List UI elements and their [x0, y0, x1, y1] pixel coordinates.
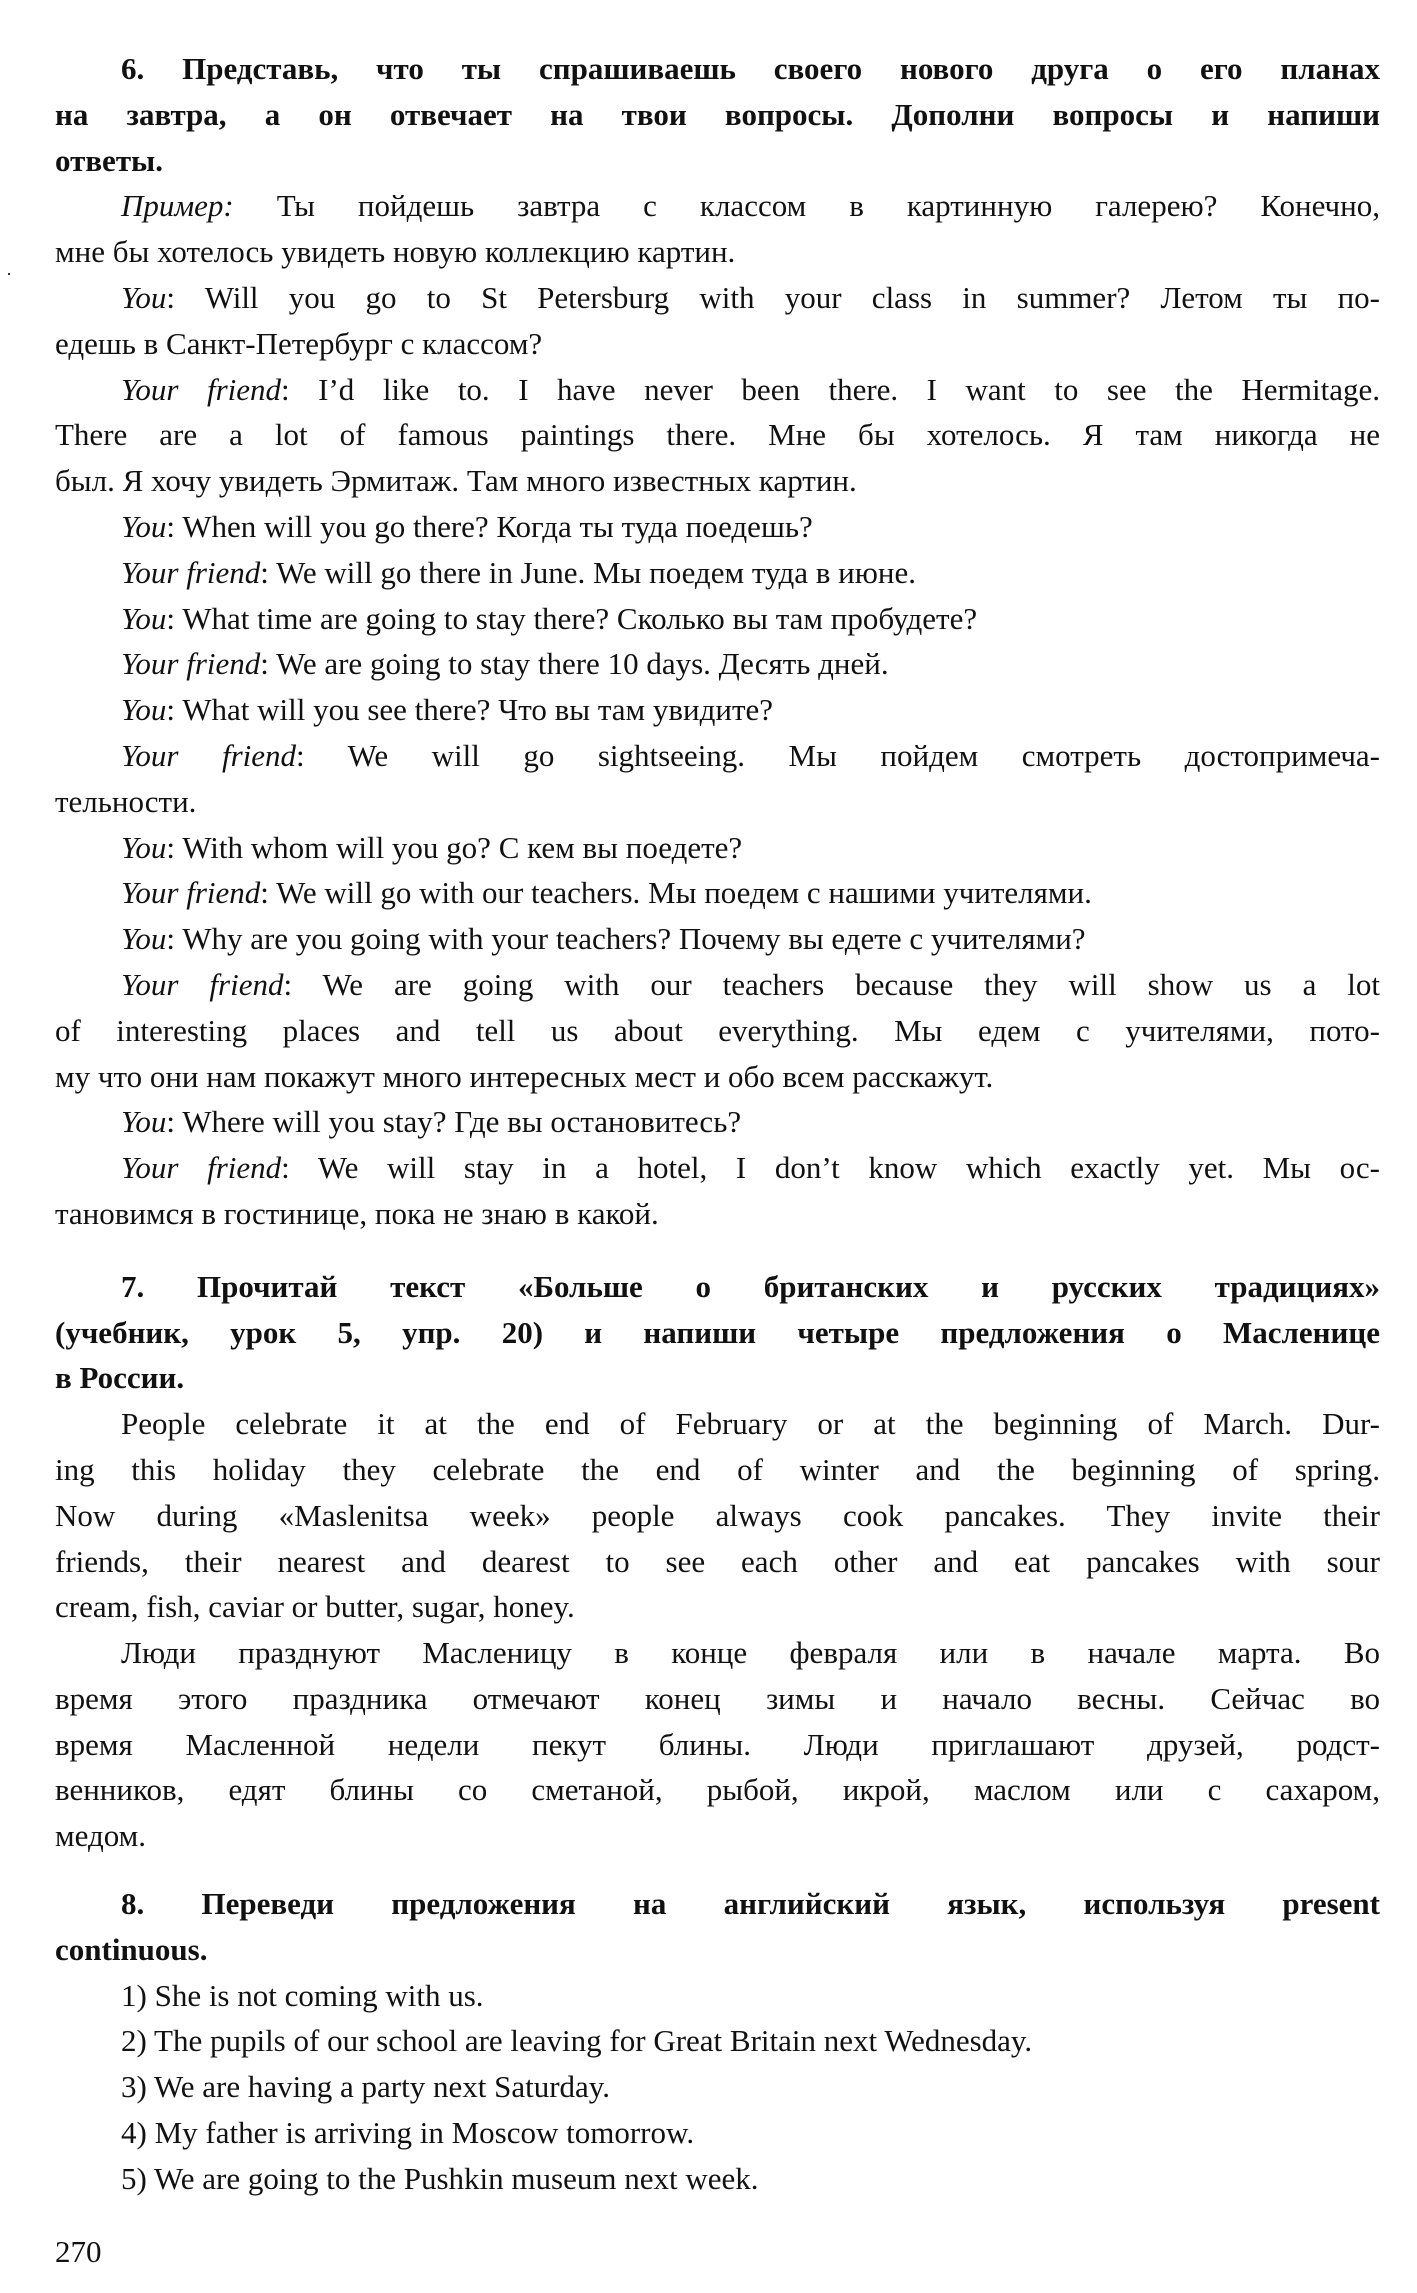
dialogue-line: [55, 962, 1380, 1099]
paragraph: [55, 1973, 1380, 2019]
text-line: му что они нам покажут много интересных мест и обо всем расскажут.: [55, 1058, 994, 1094]
speaker-label: Your friend: [121, 737, 297, 773]
line-text: : What will you see there? Что вы там увидите?: [166, 692, 774, 728]
heading-line: 6. Представь, что ты спрашиваешь своего нового друга о его планах: [121, 51, 1380, 86]
text-line: [55, 962, 1380, 1008]
speaker-label: You: [121, 692, 167, 728]
speaker-label: You: [121, 921, 167, 957]
line-text: : We will go with our teachers. Мы поедем с нашими учителями.: [260, 875, 1092, 911]
dialogue-line: [55, 687, 1380, 733]
text-line: 1) She is not coming with us.: [121, 1977, 484, 2013]
text-line: cream, fish, caviar or butter, sugar, honey.: [55, 1589, 575, 1625]
heading-line: 8. Переведи предложения на английский язык, используя present: [121, 1886, 1380, 1922]
line-text: : Where will you stay? Где вы остановитесь?: [166, 1104, 742, 1140]
text-line: ing this holiday they celebrate the end of winter and the beginning of spring.: [55, 1451, 1380, 1487]
text-line: friends, their nearest and dearest to see each other and eat pancakes with sour: [55, 1543, 1380, 1579]
speaker-label: You: [121, 1104, 167, 1140]
text-line: [55, 550, 1380, 596]
paragraph: [55, 2156, 1380, 2202]
dialogue-line: [55, 641, 1380, 687]
text-line: [55, 687, 1380, 733]
text-line: был. Я хочу увидеть Эрмитаж. Там много известных картин.: [55, 463, 857, 499]
line-text: : We are going with our teachers because they will show us a lot: [283, 966, 1381, 1002]
text-line: [55, 1145, 1380, 1191]
line-text: : We will go there in June. Мы поедем туда в июне.: [260, 554, 917, 590]
text-line: [55, 183, 1380, 229]
line-text: : We will stay in a hotel, I don’t know which exactly yet. Мы ос-: [281, 1150, 1380, 1186]
text-line: [55, 733, 1380, 779]
dialogue-line: [55, 825, 1380, 871]
text-line: тановимся в гостинице, пока не знаю в какой.: [55, 1195, 659, 1231]
text-line: 5) We are going to the Pushkin museum next week.: [121, 2160, 759, 2196]
text-line: 3) We are having a party next Saturday.: [121, 2069, 611, 2105]
dialogue-line: [55, 1145, 1380, 1237]
exercise-heading: [55, 1264, 1380, 1401]
text-line: [55, 596, 1380, 642]
paragraph: [55, 2018, 1380, 2064]
heading-line: в России.: [55, 1360, 185, 1396]
text-line: Now during «Maslenitsa week» people always cook pancakes. They invite their: [55, 1497, 1380, 1533]
text-line: [55, 504, 1380, 550]
scan-speck: [8, 273, 10, 275]
text-line: [55, 825, 1380, 871]
paragraph: [55, 1401, 1380, 1630]
text-line: тельности.: [55, 783, 197, 819]
text-line: There are a lot of famous paintings there. Мне бы хотелось. Я там никогда не: [55, 417, 1380, 453]
text-line: of interesting places and tell us about everything. Мы едем с учителями, пото-: [55, 1012, 1380, 1048]
dialogue-line: [55, 870, 1380, 916]
exercise-6: [55, 46, 1380, 1237]
text-line: [55, 275, 1380, 321]
speaker-label: You: [121, 508, 167, 544]
text-line: [55, 1099, 1380, 1145]
text-line: [55, 870, 1380, 916]
speaker-label: Your friend: [121, 966, 284, 1002]
text-line: [55, 641, 1380, 687]
speaker-label: Your friend: [121, 875, 261, 911]
text-line: время этого праздника отмечают конец зимы и начало весны. Сейчас во: [55, 1680, 1380, 1716]
line-text: : When will you go there? Когда ты туда поедешь?: [166, 508, 813, 544]
heading-line: (учебник, урок 5, упр. 20) и напиши четыре предложения о Масленице: [55, 1314, 1380, 1350]
paragraph: [55, 2110, 1380, 2156]
page-number: 270: [55, 2233, 102, 2269]
text-line: медом.: [55, 1818, 147, 1854]
paragraph: [55, 2064, 1380, 2110]
exercise-heading: [55, 46, 1380, 183]
dialogue-line: [55, 596, 1380, 642]
text-line: мне бы хотелось увидеть новую коллекцию картин.: [55, 234, 736, 270]
text-line: People celebrate it at the end of February or at the beginning of March. Dur-: [121, 1406, 1380, 1442]
speaker-label: You: [121, 829, 167, 865]
dialogue-line: [55, 183, 1380, 275]
line-text: Ты пойдешь завтра с классом в картинную галерею? Конечно,: [233, 188, 1380, 224]
exercise-7: [55, 1264, 1380, 1859]
text-line: венников, едят блины со сметаной, рыбой, икрой, маслом или с сахаром,: [55, 1772, 1380, 1808]
dialogue-line: [55, 733, 1380, 825]
text-line: 4) My father is arriving in Moscow tomorrow.: [121, 2115, 695, 2151]
text-line: [55, 916, 1380, 962]
speaker-label: Your friend: [121, 371, 282, 407]
textbook-page: [55, 46, 1380, 2274]
heading-line: 7. Прочитай текст «Больше о британских и русских традициях»: [121, 1268, 1380, 1304]
dialogue-line: [55, 504, 1380, 550]
line-text: : I’d like to. I have never been there. I want to see the Hermitage.: [281, 371, 1380, 407]
line-text: : With whom will you go? С кем вы поедете?: [166, 829, 743, 865]
line-text: : What time are going to stay there? Сколько вы там пробудете?: [166, 600, 978, 636]
exercise-8: [55, 1881, 1380, 2202]
dialogue-line: [55, 1099, 1380, 1145]
speaker-label: You: [121, 600, 167, 636]
dialogue-line: [55, 275, 1380, 367]
text-line: 2) The pupils of our school are leaving for Great Britain next Wednesday.: [121, 2023, 1033, 2059]
dialogue-line: [55, 550, 1380, 596]
speaker-label: Your friend: [121, 554, 261, 590]
speaker-label: Your friend: [121, 646, 261, 682]
line-text: : Why are you going with your teachers? Почему вы едете с учителями?: [166, 921, 1086, 957]
heading-line: ответы.: [55, 142, 164, 178]
paragraph: [55, 1630, 1380, 1859]
heading-line: на завтра, а он отвечает на твои вопросы. Дополни вопросы и напиши: [55, 96, 1380, 132]
dialogue-line: [55, 367, 1380, 504]
line-text: : We will go sightseeing. Мы пойдем смотреть достопримеча-: [296, 737, 1380, 773]
text-line: время Масленной недели пекут блины. Люди приглашают друзей, родст-: [55, 1726, 1380, 1762]
dialogue-line: [55, 916, 1380, 962]
text-line: едешь в Санкт-Петербург с классом?: [55, 325, 543, 361]
line-text: : Will you go to St Petersburg with your class in summer? Летом ты по-: [166, 279, 1380, 315]
heading-line: continuous.: [55, 1931, 208, 1967]
text-line: Люди празднуют Масленицу в конце февраля или в начале марта. Во: [121, 1635, 1380, 1671]
speaker-label: Пример:: [121, 188, 234, 224]
speaker-label: You: [121, 279, 167, 315]
text-line: [55, 367, 1380, 413]
line-text: : We are going to stay there 10 days. Десять дней.: [260, 646, 889, 682]
exercise-heading: [55, 1881, 1380, 1973]
speaker-label: Your friend: [121, 1150, 282, 1186]
